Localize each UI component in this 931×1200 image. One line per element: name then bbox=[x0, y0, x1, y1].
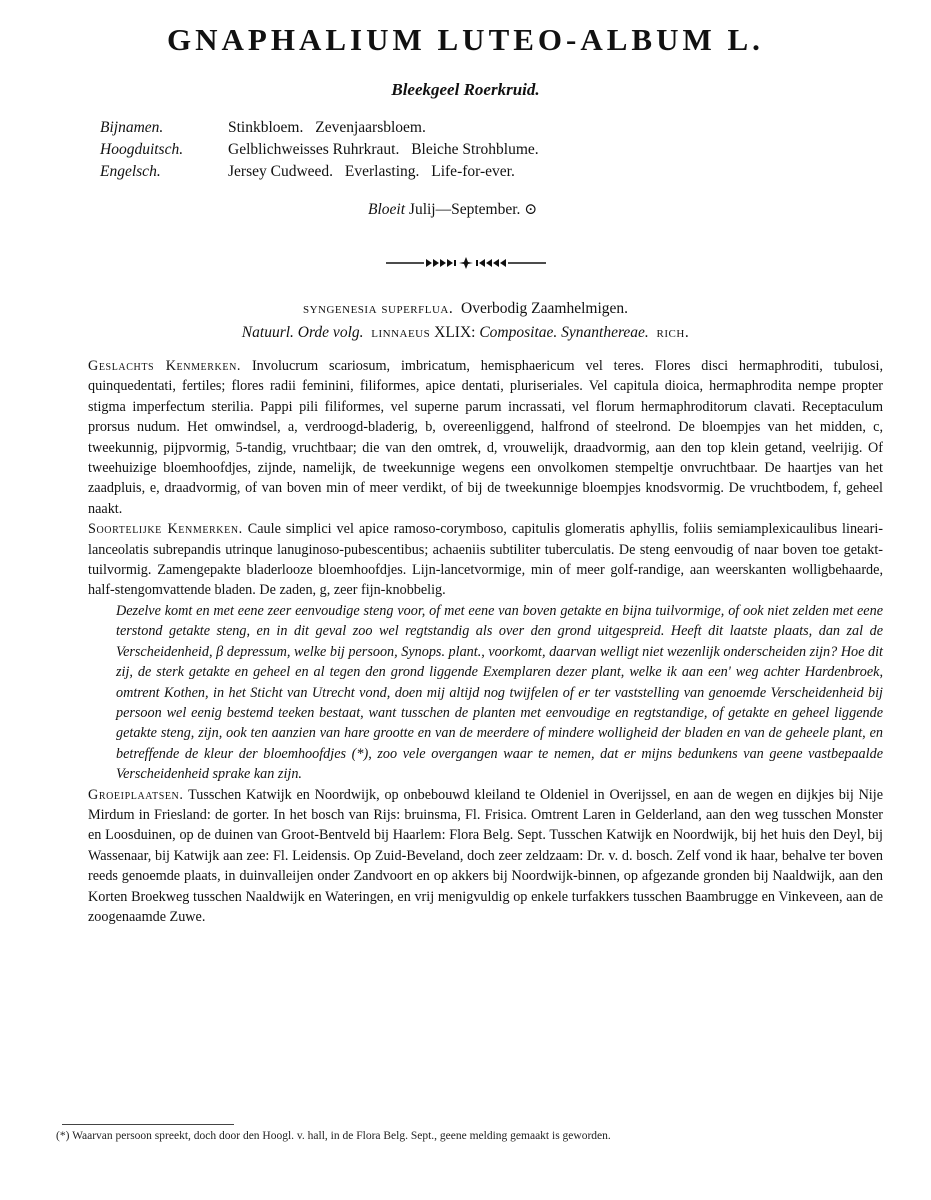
section-heading: Groeiplaatsen. bbox=[88, 786, 184, 803]
names-language: Hoogduitsch. bbox=[100, 141, 184, 158]
section-text: Involucrum scariosum, imbricatum, hemisphaericum vel teres. Flores disci hermaphroditi, tubulosi, quinquedentati, fertiles; flores radii feminini, filiformes, apice dentati, pluriseriales. Vel capitula dioica, hermaphrodita nempe propter stigma imperfectum sterilia. Pappi pili filiformes, vel superne parum incrassati, vel florum hermaphroditorum clavati. Receptaculum prorsus nudum. Het omwindsel, a, verdroogd-bladerig, b, overeenliggend, halfrond of steelrond. De bloempjes van het midden, c, tweekunnig, pijpvormig, 5-tandig, vruchtbaar; die van den omtrek, d, vrouwelijk, draadvormig, aan den top klein getand, veelrijig. Of tweehuizige bloemhoofdjes, zijnde, namelijk, de tweekunnige wegens een onvolkomen stempeltje onvruchtbaar. De haartjes van het zaadpluis, e, draadvormig, of van boven min of meer verdikt, of bij de tweekunnige bloempjes knodsvormig. De vruchtbodem, f, geheel naakt. bbox=[88, 358, 884, 517]
page-subtitle: Bleekgeel Roerkruid. bbox=[391, 80, 540, 99]
names-row bbox=[100, 139, 539, 161]
name-value: Bleiche Strohblume. bbox=[411, 141, 539, 158]
names-values bbox=[228, 161, 515, 183]
page-title: GNAPHALIUM LUTEO-ALBUM L. bbox=[167, 22, 764, 57]
names-values bbox=[228, 117, 426, 139]
class-value: Overbodig Zaamhelmigen. bbox=[461, 300, 629, 317]
section-heading: Geslachts Kenmerken. bbox=[88, 358, 242, 374]
order-label: Natuurl. Orde volg. bbox=[241, 324, 364, 341]
name-value: Life-for-ever. bbox=[431, 163, 515, 180]
main-text bbox=[88, 356, 883, 927]
localities bbox=[88, 785, 883, 928]
bloei-value: Julij—September. bbox=[408, 201, 521, 218]
order-value: Compositae. Synanthereae. bbox=[479, 324, 649, 341]
order-number: XLIX: bbox=[434, 324, 476, 341]
class-line bbox=[0, 300, 931, 318]
section-heading: Soortelijke Kenmerken. bbox=[88, 521, 243, 538]
species-characters bbox=[88, 519, 883, 601]
names-row bbox=[100, 117, 539, 139]
order-line bbox=[0, 324, 931, 342]
ornament-divider-icon bbox=[386, 256, 546, 270]
footnote-rule bbox=[62, 1124, 234, 1125]
common-names bbox=[100, 117, 539, 183]
flowering-period bbox=[368, 200, 537, 219]
name-value: Everlasting. bbox=[344, 163, 420, 180]
footnote: (*) Waarvan persoon spreekt, doch door den Hoogl. v. hall, in de Flora Belg. Sept., geene melding gemaakt is geworden. bbox=[56, 1130, 611, 1142]
section-text: Caule simplici vel apice ramoso-corymboso, capitulis glomeratis aphyllis, foliis semiamplexicaulibus lineari-lanceolatis subrepandis utrinque lanuginoso-pubescentibus; achaeniis subtiliter tuberculatis. De steng eenvoudig of naar boven toe getakt-tuilvormig. Zamengepakte bladerlooze bloemhoofdjes. Lijn-lancetvormige, min of meer golf-randige, aan weerskanten wolligbehaarde, half-stengomvattende bladen. De zaden, g, zeer fijn-knobbelig. bbox=[88, 521, 884, 599]
names-values bbox=[228, 139, 539, 161]
class-label: syngenesia superflua. bbox=[302, 300, 454, 317]
order-author: linnaeus bbox=[371, 324, 431, 341]
name-value: Zevenjaarsbloem. bbox=[315, 119, 426, 136]
name-value: Stinkbloem. bbox=[228, 119, 304, 136]
names-language: Bijnamen. bbox=[100, 119, 164, 136]
names-language: Engelsch. bbox=[100, 163, 161, 180]
name-value: Gelblichweisses Ruhrkraut. bbox=[228, 141, 400, 158]
annual-symbol-icon: ⊙ bbox=[524, 201, 538, 218]
variety-discussion: Dezelve komt en met eene zeer eenvoudige steng voor, of met eene van boven getakte en bijna tuilvormige, of ook niet zelden met eene terstond getakte steng, en in dit geval zoo wel regtstandig als over den grond uitgespreid. Heeft dit laatste plaats, dan zal de Verscheidenheid, β depressum, welke bij persoon, Synops. plant., voorkomt, daarvan welligt niet wezenlijk onderscheiden zijn? Hoe dit zij, de sterk getakte en geheel en al tegen den grond liggende Exemplaren dezer plant, welke ik aan een' weg achter Hardenbroek, omtrent Kothen, in het Sticht van Utrecht vond, doen mij altijd nog twijfelen of er ter vaststelling van genoemde Verscheidenheid bij persoon wel eenig bestemd teeken bestaat, want tusschen de planten met eenvoudige en regtstandige, of getakte en geheel liggende getakte steng, zijn, ook ten aanzien van hare grootte en van de meerdere of mindere wolligheid der bladen en van de geheele plant, en betreffende de kleur der bloemhoofdjes (*), zoo vele overgangen waar te nemen, dat er mijns bedunkens van geene vastbepaalde Verscheidenheid sprake kan zijn. bbox=[116, 602, 883, 783]
name-value: Jersey Cudweed. bbox=[228, 163, 334, 180]
bloei-label: Bloeit bbox=[368, 201, 406, 218]
section-text: Tusschen Katwijk en Noordwijk, op onbebouwd kleiland te Oldeniel in Overijssel, en aan de wegen en dijkjes bij Nije Mirdum in Friesland: de gorter. In het bosch van Rijs: bruinsma, Fl. Frisica. Omtrent Laren in Gelderland, aan den weg tusschen Monster en Loosduinen, op de duinen van Groot-Bentveld bij Haarlem: Flora Belg. Sept. Tusschen Katwijk en Noordwijk, bij het huis den Deyl, bij Wassenaar, bij Katwijk aan zee: Fl. Leidensis. Op Zuid-Beveland, doch zeer zeldzaam: Dr. v. d. bosch. Zelf vond ik haar, behalve ter boven reeds genoemde plaats, in duinvalleijen onder Zandvoort en op akkers bij Noordwijk-binnen, op afgezande gronden bij Naaldwijk, aan den Korten Broekweg tusschen Naaldwijk en Wateringen, en vrij menigvuldig op enkele turfakkers tusschen Baambrugge en Vinkeveen, aan de zoogenaamde Zuwe. bbox=[88, 786, 883, 925]
genus-characters bbox=[88, 356, 883, 519]
names-row bbox=[100, 161, 539, 183]
order-rich: rich. bbox=[656, 324, 690, 341]
